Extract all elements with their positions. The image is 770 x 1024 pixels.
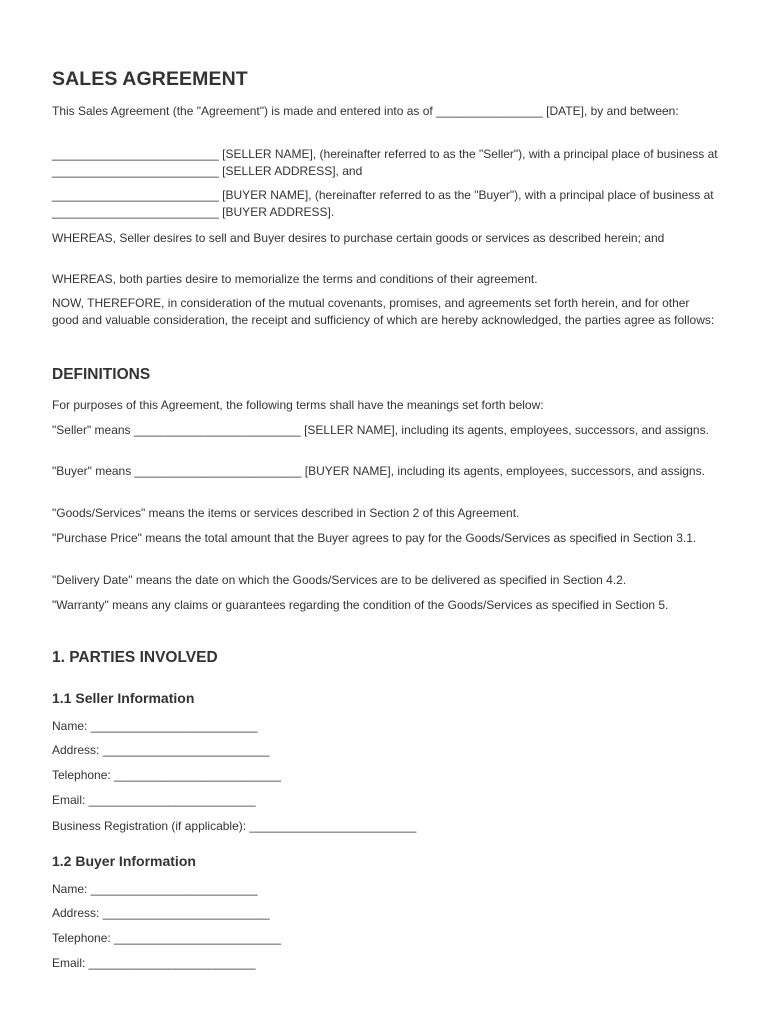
definition-item-warranty: "Warranty" means any claims or guarantees regarding the condition of the Goods/Services as specified in Section 5. [52, 598, 669, 612]
definition-item-buyer: "Buyer" means _________________________ [BUYER NAME], including its agents, employees, successors, and assigns. [52, 464, 705, 478]
definition-item-goods-services: "Goods/Services" means the items or services described in Section 2 of this Agreement. [52, 506, 520, 520]
document-title: SALES AGREEMENT [52, 68, 248, 90]
seller-info-heading: 1.1 Seller Information [52, 690, 195, 706]
seller-name-field: Name: _________________________ [52, 719, 258, 733]
seller-address-field: Address: _________________________ [52, 743, 270, 757]
buyer-party-paragraph: _________________________ [BUYER NAME], (hereinafter referred to as the "Buyer"), with a principal place of business at _________________________ [BUYER ADDRESS]. [52, 188, 714, 219]
buyer-info-heading: 1.2 Buyer Information [52, 853, 196, 869]
buyer-address-field: Address: _________________________ [52, 906, 270, 920]
definition-item-seller: "Seller" means _________________________ [SELLER NAME], including its agents, employees, successors, and assigns. [52, 423, 709, 437]
parties-heading: 1. PARTIES INVOLVED [52, 649, 218, 666]
whereas-paragraph-1: WHEREAS, Seller desires to sell and Buyer desires to purchase certain goods or services as described herein; and [52, 231, 665, 245]
intro-paragraph: This Sales Agreement (the "Agreement") is made and entered into as of ________________ [DATE], by and between: [52, 104, 679, 118]
buyer-name-field: Name: _________________________ [52, 882, 258, 896]
whereas-paragraph-2: WHEREAS, both parties desire to memorialize the terms and conditions of their agreement. [52, 272, 538, 286]
buyer-telephone-field: Telephone: _________________________ [52, 931, 281, 945]
definitions-heading: DEFINITIONS [52, 366, 151, 383]
seller-telephone-field: Telephone: _________________________ [52, 768, 281, 782]
buyer-email-field: Email: _________________________ [52, 956, 256, 970]
seller-email-field: Email: _________________________ [52, 793, 256, 807]
definition-item-delivery-date: "Delivery Date" means the date on which the Goods/Services are to be delivered as specified in Section 4.2. [52, 573, 627, 587]
definitions-intro: For purposes of this Agreement, the following terms shall have the meanings set forth below: [52, 398, 544, 412]
definition-item-purchase-price: "Purchase Price" means the total amount that the Buyer agrees to pay for the Goods/Services as specified in Section 3.1. [52, 531, 697, 545]
now-therefore-paragraph: NOW, THEREFORE, in consideration of the mutual covenants, promises, and agreements set forth herein, and for other good and valuable consideration, the receipt and sufficiency of which are hereby acknowledged, the parties agree as follows: [52, 296, 715, 327]
seller-party-paragraph: _________________________ [SELLER NAME], (hereinafter referred to as the "Seller"), with a principal place of business at _________________________ [SELLER ADDRESS], and [52, 147, 718, 178]
seller-business-registration-field: Business Registration (if applicable): _________________________ [52, 819, 417, 833]
